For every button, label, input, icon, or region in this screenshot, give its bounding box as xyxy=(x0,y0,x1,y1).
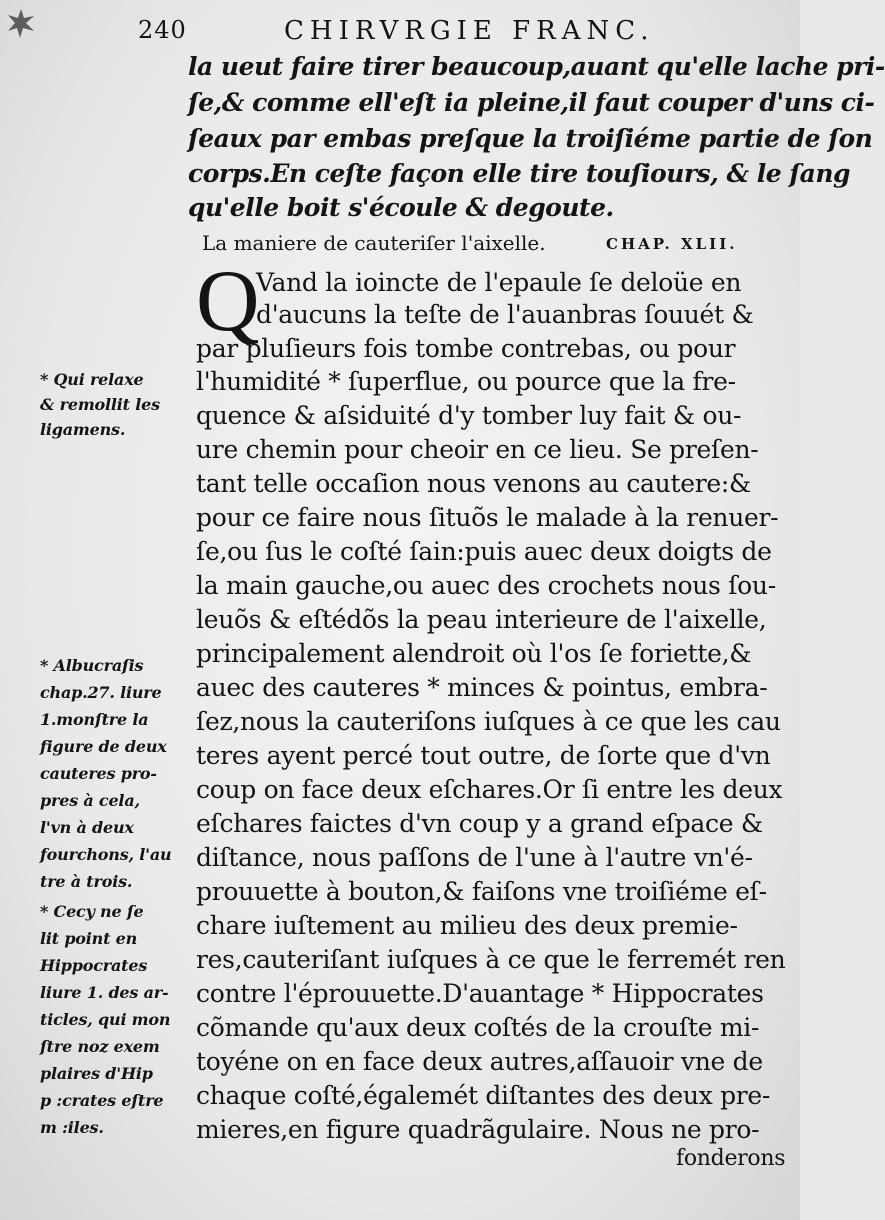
body-line: eſchares faictes d'vn coup y a grand eſpace & xyxy=(196,809,763,838)
margin-note-line: plaires d'Hip xyxy=(40,1064,153,1083)
margin-note-line: ligamens. xyxy=(40,420,126,439)
page-number: 240 xyxy=(138,16,187,44)
body-line: teres ayent percé tout outre, de ſorte que d'vn xyxy=(196,741,771,770)
body-line: leuõs & eſtédõs la peau interieure de l'aixelle, xyxy=(196,605,767,634)
body-line: mieres,en figure quadrãgulaire. Nous ne pro- xyxy=(196,1115,760,1144)
ink-blot-icon xyxy=(4,6,38,40)
margin-note-line: & remollit les xyxy=(40,395,160,414)
intro-line: ſeaux par embas preſque la troiſiéme partie de ſon xyxy=(188,124,873,153)
body-line: chare iuſtement au milieu des deux premie- xyxy=(196,911,738,940)
body-line: l'humidité * ſuperflue, ou pource que la fre- xyxy=(196,367,736,396)
body-line: tant telle occaſion nous venons au cautere:& xyxy=(196,469,751,498)
body-line: Vand la ioincte de l'epaule ſe deloüe en xyxy=(256,268,742,297)
margin-note-line: figure de deux xyxy=(40,737,167,756)
margin-note-line: lit point en xyxy=(40,929,138,948)
intro-line: corps.En ceſte façon elle tire touſiours, & le ſang xyxy=(188,159,851,188)
body-line: ure chemin pour cheoir en ce lieu. Se preſen- xyxy=(196,435,759,464)
margin-note-line: m :iles. xyxy=(40,1118,104,1137)
body-line: la main gauche,ou auec des crochets nous ſou- xyxy=(196,571,776,600)
intro-line: qu'elle boit s'écoule & degoute. xyxy=(188,193,614,222)
intro-line: la ueut faire tirer beaucoup,auant qu'elle lache pri- xyxy=(188,52,885,81)
body-line: diſtance, nous paſſons de l'une à l'autre vn'é- xyxy=(196,843,753,872)
margin-note-line: * Albucraſis xyxy=(40,656,144,675)
margin-note-line: * Cecy ne ſe xyxy=(40,902,144,921)
margin-note-line: chap.27. liure xyxy=(40,683,162,702)
body-line: coup on face deux eſchares.Or ſi entre les deux xyxy=(196,775,783,804)
margin-note-line: l'vn à deux xyxy=(40,818,134,837)
margin-note-line: fourchons, l'au xyxy=(40,845,172,864)
body-line: d'aucuns la teſte de l'auanbras ſouuét & xyxy=(256,300,754,329)
margin-note-line: ticles, qui mon xyxy=(40,1010,171,1029)
intro-line: ſe,& comme ell'eſt ia pleine,il faut couper d'uns ci- xyxy=(188,88,875,117)
chapter-number: CHAP. XLII. xyxy=(606,235,738,253)
body-line: pour ce faire nous ſituõs le malade à la renuer- xyxy=(196,503,779,532)
body-line: par pluſieurs fois tombe contrebas, ou pour xyxy=(196,334,736,363)
body-line: chaque coſté,égalemét diſtantes des deux pre- xyxy=(196,1081,771,1110)
chapter-title: La maniere de cauteriſer l'aixelle. xyxy=(202,231,546,255)
body-line: toyéne on en face deux autres,aſſauoir vne de xyxy=(196,1047,763,1076)
margin-note-line: liure 1. des ar- xyxy=(40,983,169,1002)
drop-cap: Q xyxy=(196,253,260,350)
margin-note-line: pres à cela, xyxy=(40,791,140,810)
body-line: auec des cauteres * minces & pointus, embra- xyxy=(196,673,768,702)
body-line: ſe,ou ſus le coſté ſain:puis auec deux doigts de xyxy=(196,537,772,566)
body-line: res,cauteriſant iuſques à ce que le ferremét ren xyxy=(196,945,786,974)
margin-note-line: cauteres pro- xyxy=(40,764,157,783)
margin-note-line: Hippocrates xyxy=(40,956,148,975)
body-line: cõmande qu'aux deux coſtés de la crouſte mi- xyxy=(196,1013,760,1042)
body-line: prouuette à bouton,& faiſons vne troiſiéme eſ- xyxy=(196,877,767,906)
body-line: quence & aſsiduité d'y tomber luy fait & ou- xyxy=(196,401,742,430)
margin-note-line: ſtre noz exem xyxy=(40,1037,160,1056)
body-line: principalement alendroit où l'os ſe foriette,& xyxy=(196,639,752,668)
margin-note-line: p :crates eſtre xyxy=(40,1091,164,1110)
catchword: fonderons xyxy=(676,1146,786,1171)
margin-note-line: * Qui relaxe xyxy=(40,370,144,389)
body-line: ſez,nous la cauteriſons iuſques à ce que les cau xyxy=(196,707,781,736)
margin-note-line: 1.monſtre la xyxy=(40,710,149,729)
body-line: contre l'éprouuette.D'auantage * Hippocrates xyxy=(196,979,764,1008)
running-title: CHIRVRGIE FRANC. xyxy=(284,16,655,46)
margin-note-line: tre à trois. xyxy=(40,872,133,891)
